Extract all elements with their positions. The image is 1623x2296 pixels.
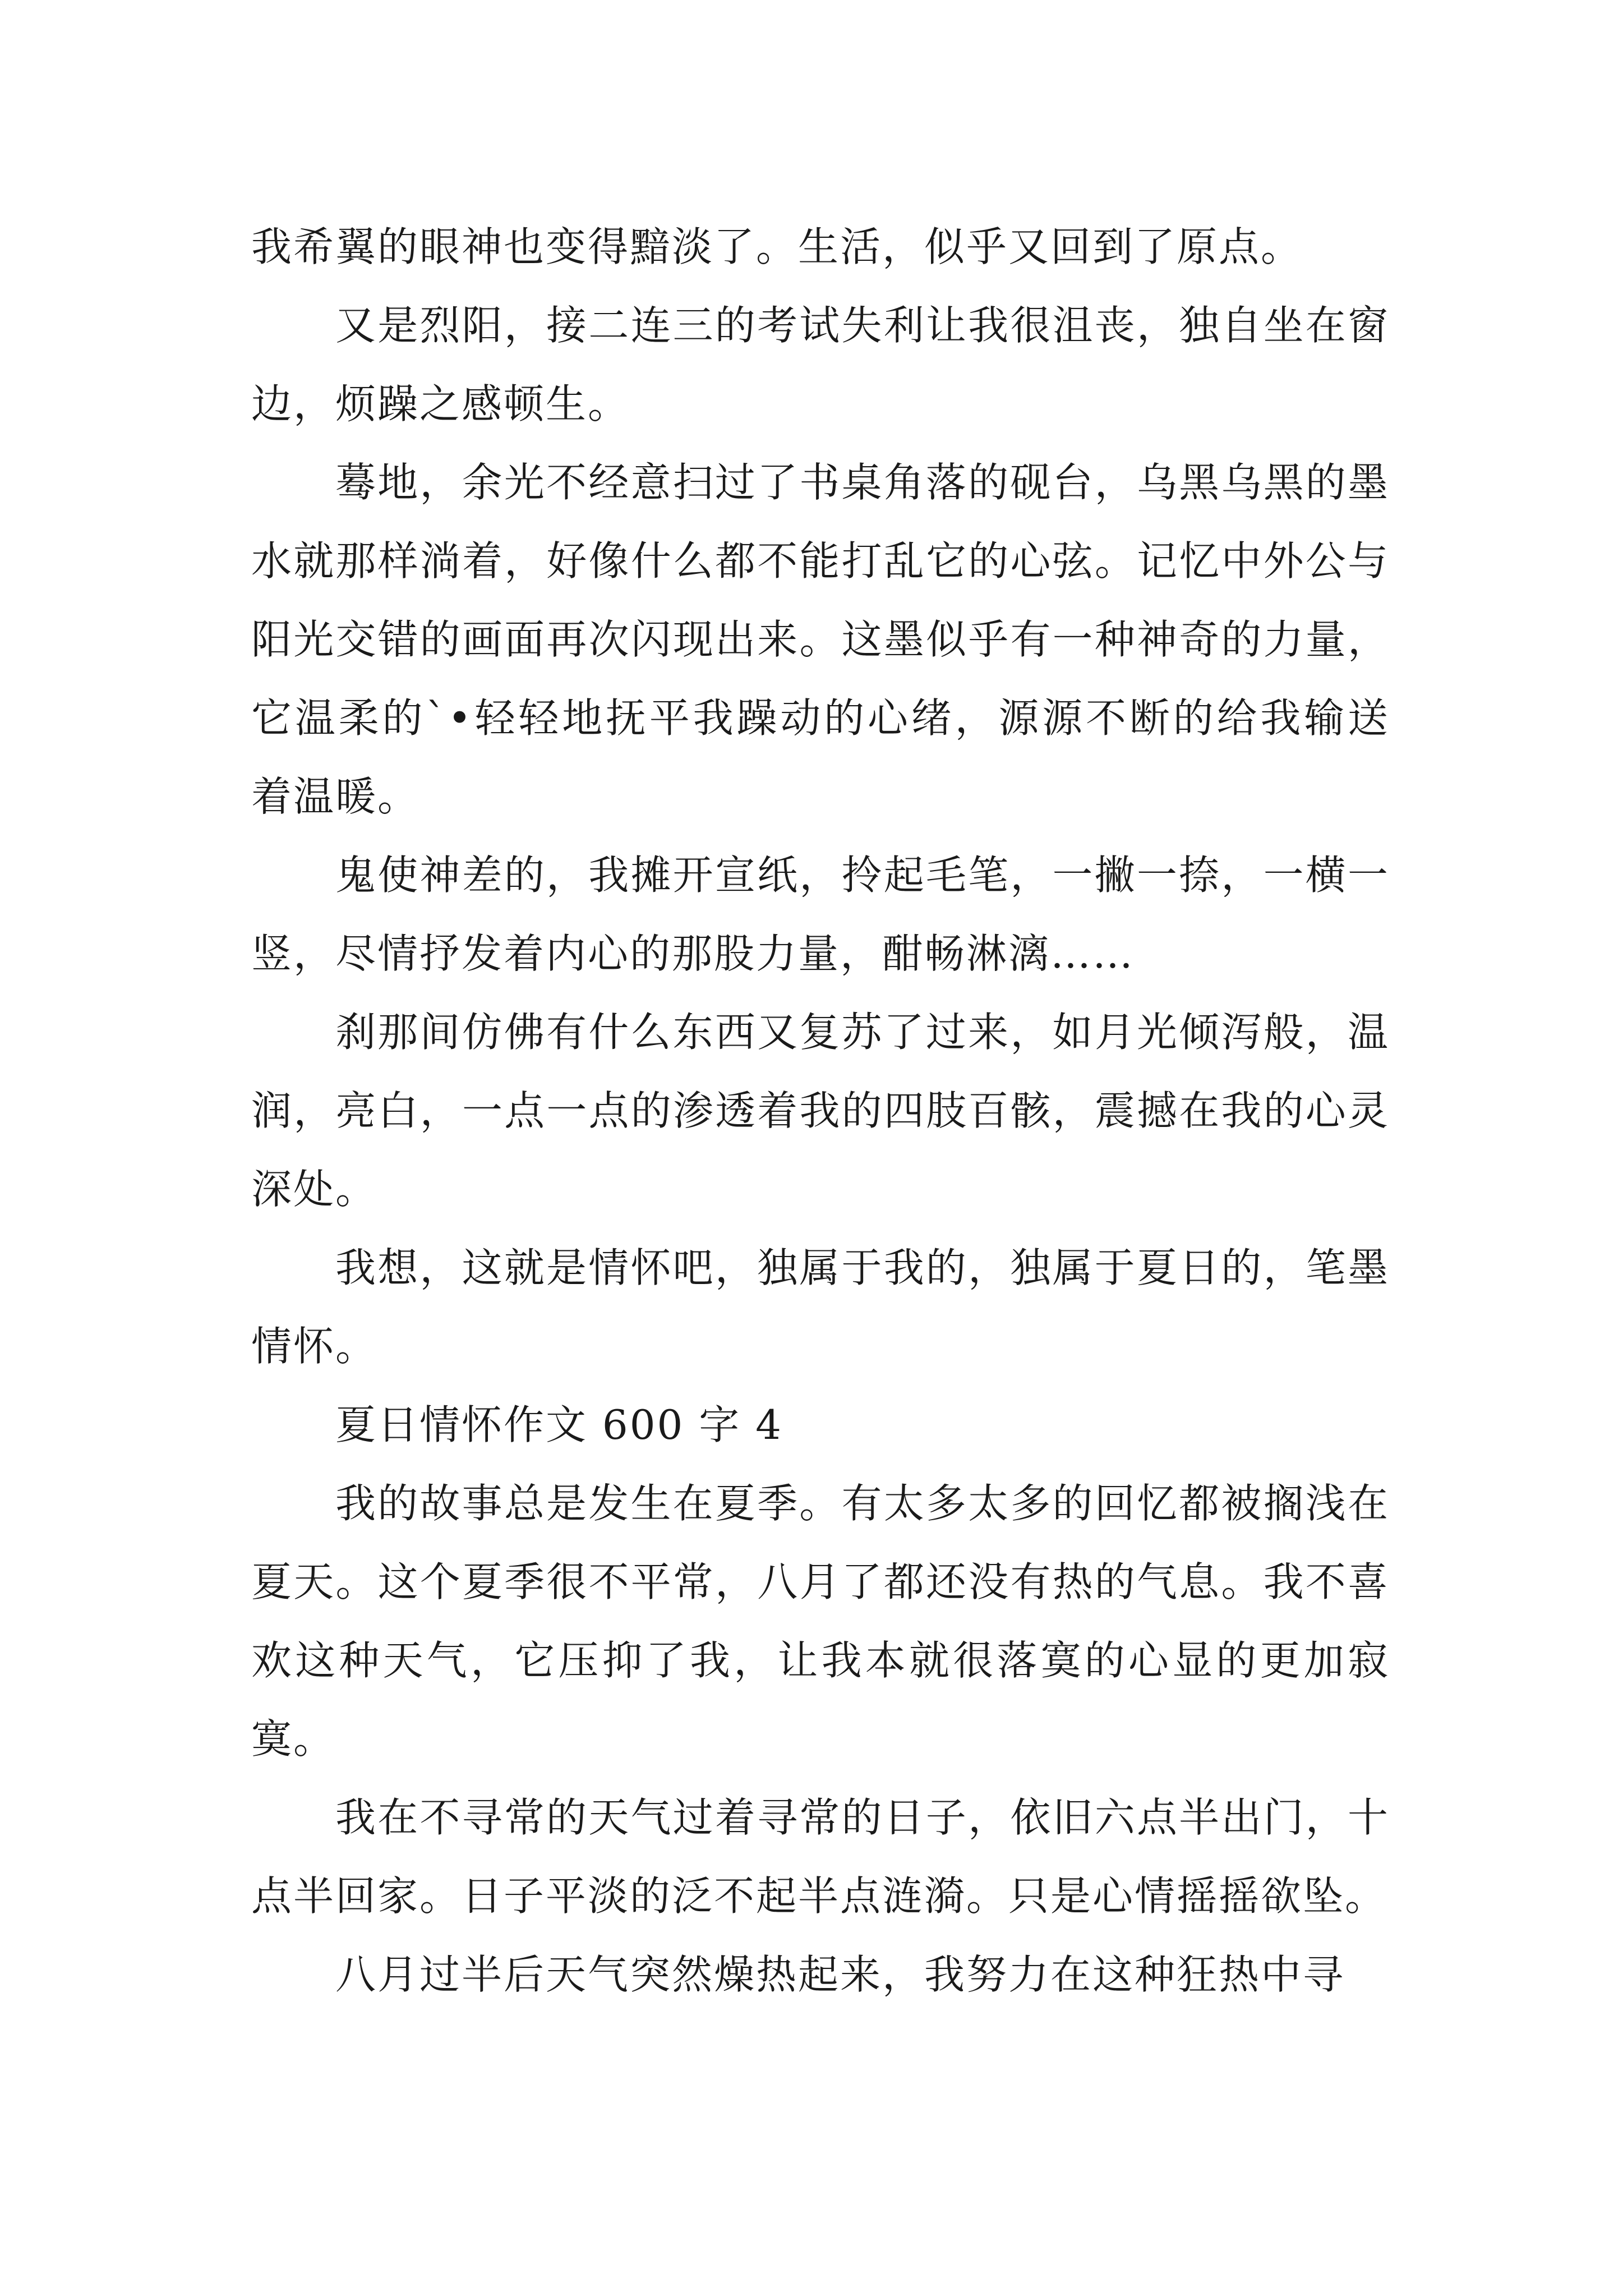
paragraph-7: 我的故事总是发生在夏季。有太多太多的回忆都被搁浅在夏天。这个夏季很不平常，八月了都还没有热的气息。我不喜欢这种天气，它压抑了我，让我本就很落寞的心显的更加寂寞。 (251, 1480, 1390, 1763)
paragraph-5: 刹那间仿佛有什么东西又复苏了过来，如月光倾泻般，温润，亮白，一点一点的渗透着我的四肢百骸，震撼在我的心灵深处。 (251, 1009, 1390, 1213)
paragraph-4: 鬼使神差的，我摊开宣纸，拎起毛笔，一撇一捺，一横一竖，尽情抒发着内心的那股力量，酣畅淋漓…… (251, 852, 1390, 977)
paragraph-3: 蓦地，余光不经意扫过了书桌角落的砚台，乌黑乌黑的墨水就那样淌着，好像什么都不能打乱它的心弦。记忆中外公与阳光交错的画面再次闪现出来。这墨似乎有一种神奇的力量，它温柔的`•轻轻地抚平我躁动的心绪，源源不断的给我输送着温暖。 (251, 459, 1390, 820)
paragraph-8: 我在不寻常的天气过着寻常的日子，依旧六点半出门，十点半回家。日子平淡的泛不起半点涟漪。只是心情摇摇欲坠。 (251, 1794, 1390, 1920)
section-heading: 夏日情怀作文 600 字 4 (335, 1401, 783, 1448)
paragraph-9: 八月过半后天气突然燥热起来，我努力在这种狂热中寻 (335, 1951, 1345, 1998)
document-body (251, 208, 1390, 2014)
paragraph-6: 我想，这就是情怀吧，独属于我的，独属于夏日的，笔墨情怀。 (251, 1244, 1390, 1370)
paragraph-2: 又是烈阳，接二连三的考试失利让我很沮丧，独自坐在窗边，烦躁之感顿生。 (251, 302, 1390, 427)
paragraph-1: 我希翼的眼神也变得黯淡了。生活，似乎又回到了原点。 (251, 223, 1303, 270)
